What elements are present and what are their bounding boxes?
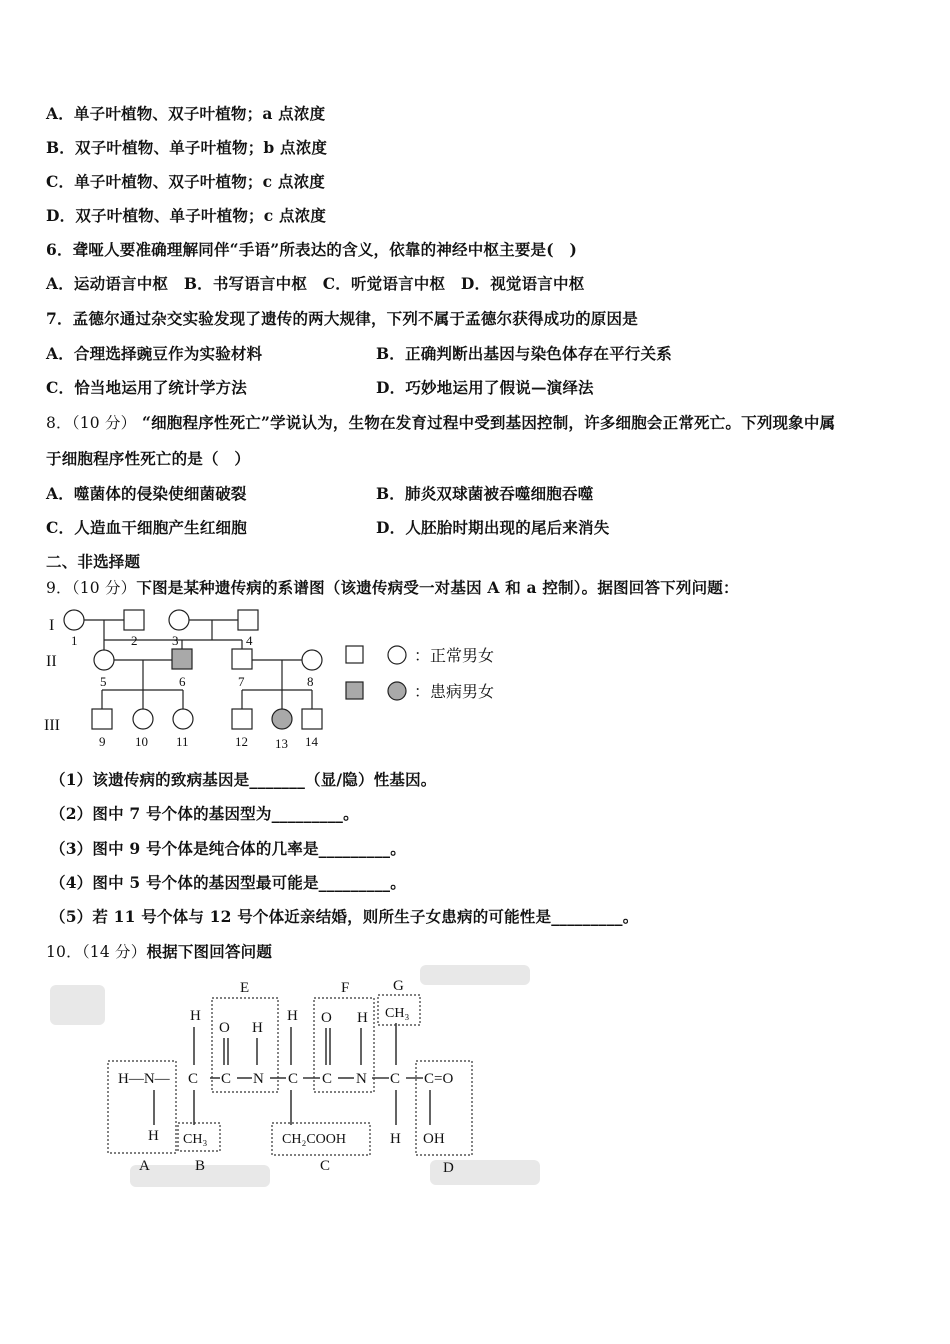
ind-label-6: 6 <box>179 674 186 689</box>
q8-option-b: B．肺炎双球菌被吞噬细胞吞噬 <box>376 484 594 503</box>
ind-label-9: 9 <box>99 734 106 749</box>
q8-stem-line1 <box>46 411 835 433</box>
atom-h-top-1: H <box>190 1008 201 1024</box>
atom-ch3-top: CH₃ <box>385 1006 410 1021</box>
atom-c-5: C <box>390 1071 401 1087</box>
q10-stem-text: 根据下图回答问题 <box>146 942 273 961</box>
ind-label-8: 8 <box>307 674 314 689</box>
label-g: G <box>393 978 404 994</box>
q8-number: 8．（10 分） <box>46 414 137 432</box>
atom-o-top-1: O <box>219 1020 230 1036</box>
legend-affected-male <box>346 682 363 699</box>
q8-options-row2 <box>46 516 946 538</box>
q9-number: 9．（10 分） <box>46 579 137 597</box>
gen-label-2: II <box>46 653 57 670</box>
atom-n-1: N <box>253 1071 264 1087</box>
label-b: B <box>195 1158 206 1174</box>
atom-h-bottom-1: H <box>148 1128 159 1144</box>
legend-affected-female <box>388 682 406 700</box>
atom-hn-left: H—N— <box>118 1071 170 1087</box>
label-e: E <box>240 980 250 996</box>
q8-stem-text: “细胞程序性死亡”学说认为，生物在发育过程中受到基因控制，许多细胞会正常死亡。下列现象中属 <box>141 413 836 432</box>
q5-option-d: D．双子叶植物、单子叶植物；c 点浓度 <box>46 206 327 225</box>
q10-stem <box>46 940 272 962</box>
atom-o-top-2: O <box>321 1010 332 1026</box>
section-heading: 二、非选择题 <box>46 552 141 571</box>
q7-stem: 7．孟德尔通过杂交实验发现了遗传的两大规律，下列不属于孟德尔获得成功的原因是 <box>46 309 638 328</box>
q8-option-a: A．噬菌体的侵染使细菌破裂 <box>46 484 247 503</box>
gen-label-1: I <box>49 617 55 634</box>
individual-2 <box>124 610 144 630</box>
pedigree-chart <box>40 600 520 759</box>
q9-stem <box>46 576 739 598</box>
ind-label-12: 12 <box>235 734 248 749</box>
label-d: D <box>443 1160 454 1176</box>
individual-7 <box>232 649 252 669</box>
atom-h-top-4: H <box>357 1010 368 1026</box>
atom-c-double-o: C=O <box>424 1071 454 1087</box>
peptide-diagram <box>40 965 560 1204</box>
q5-option-a: A．单子叶植物、双子叶植物；a 点浓度 <box>46 104 326 123</box>
q7-option-d: D．巧妙地运用了假说—演绎法 <box>376 378 594 397</box>
q6-options: A．运动语言中枢 B．书写语言中枢 C．听觉语言中枢 D．视觉语言中枢 <box>46 274 585 293</box>
atom-c-2: C <box>221 1071 232 1087</box>
q8-option-d: D．人胚胎时期出现的尾后来消失 <box>376 518 610 537</box>
q9-sub-2: （2）图中 7 号个体的基因型为_________。 <box>50 804 359 823</box>
ind-label-4: 4 <box>246 633 253 648</box>
atom-h-top-2: H <box>252 1020 263 1036</box>
individual-4 <box>238 610 258 630</box>
atom-ch3-bottom: CH₃ <box>183 1132 208 1147</box>
q7-option-b: B．正确判断出基因与染色体存在平行关系 <box>376 344 672 363</box>
atom-h-bottom-2: H <box>390 1131 401 1147</box>
q7-options-row1 <box>46 342 946 364</box>
q5-option-b: B．双子叶植物、单子叶植物；b 点浓度 <box>46 138 328 157</box>
q9-sub-1: （1）该遗传病的致病基因是_______（显/隐）性基因。 <box>50 770 437 789</box>
atom-c-4: C <box>322 1071 333 1087</box>
individual-13 <box>272 709 292 729</box>
ind-label-7: 7 <box>238 674 245 689</box>
ind-label-5: 5 <box>100 674 107 689</box>
label-f: F <box>341 980 350 996</box>
ind-label-11: 11 <box>176 734 189 749</box>
individual-9 <box>92 709 112 729</box>
ind-label-13: 13 <box>275 736 288 751</box>
individual-12 <box>232 709 252 729</box>
individual-11 <box>173 709 193 729</box>
q8-options-row1 <box>46 482 946 504</box>
ind-label-1: 1 <box>71 633 78 648</box>
q5-option-c: C．单子叶植物、双子叶植物；c 点浓度 <box>46 172 325 191</box>
legend-normal-label: ：正常男女 <box>414 648 495 665</box>
individual-3 <box>169 610 189 630</box>
label-a: A <box>139 1158 150 1174</box>
q9-sub-3: （3）图中 9 号个体是纯合体的几率是_________。 <box>50 839 406 858</box>
legend-affected-label: ：患病男女 <box>414 684 495 701</box>
q8-stem-line2: 于细胞程序性死亡的是（ ） <box>46 449 251 468</box>
q6-stem: 6．聋哑人要准确理解同伴“手语”所表达的含义，依靠的神经中枢主要是( ) <box>46 240 577 259</box>
ind-label-14: 14 <box>305 734 318 749</box>
atom-ch2cooh: CH₂COOH <box>282 1132 346 1147</box>
atom-h-top-3: H <box>287 1008 298 1024</box>
q7-option-a: A．合理选择豌豆作为实验材料 <box>46 344 263 363</box>
individual-5 <box>94 650 114 670</box>
ind-label-10: 10 <box>135 734 148 749</box>
q7-options-row2 <box>46 376 946 398</box>
atom-c-1: C <box>188 1071 199 1087</box>
individual-1 <box>64 610 84 630</box>
legend-normal-female <box>388 646 406 664</box>
label-c: C <box>320 1158 331 1174</box>
q10-number: 10．（14 分） <box>46 943 147 961</box>
individual-6 <box>172 649 192 669</box>
legend-normal-male <box>346 646 363 663</box>
q9-stem-text: 下图是某种遗传病的系谱图（该遗传病受一对基因 A 和 a 控制）。据图回答下列问题： <box>136 578 739 597</box>
q9-sub-4: （4）图中 5 号个体的基因型最可能是_________。 <box>50 873 406 892</box>
ind-label-2: 2 <box>131 633 138 648</box>
q8-option-c: C．人造血干细胞产生红细胞 <box>46 518 247 537</box>
atom-oh: OH <box>423 1131 445 1147</box>
individual-14 <box>302 709 322 729</box>
q7-option-c: C．恰当地运用了统计学方法 <box>46 378 247 397</box>
individual-10 <box>133 709 153 729</box>
gen-label-3: III <box>44 717 60 734</box>
ind-label-3: 3 <box>172 633 179 648</box>
atom-n-2: N <box>356 1071 367 1087</box>
q9-sub-5: （5）若 11 号个体与 12 号个体近亲结婚，则所生子女患病的可能性是_________。 <box>50 907 639 926</box>
individual-8 <box>302 650 322 670</box>
atom-c-3: C <box>288 1071 299 1087</box>
